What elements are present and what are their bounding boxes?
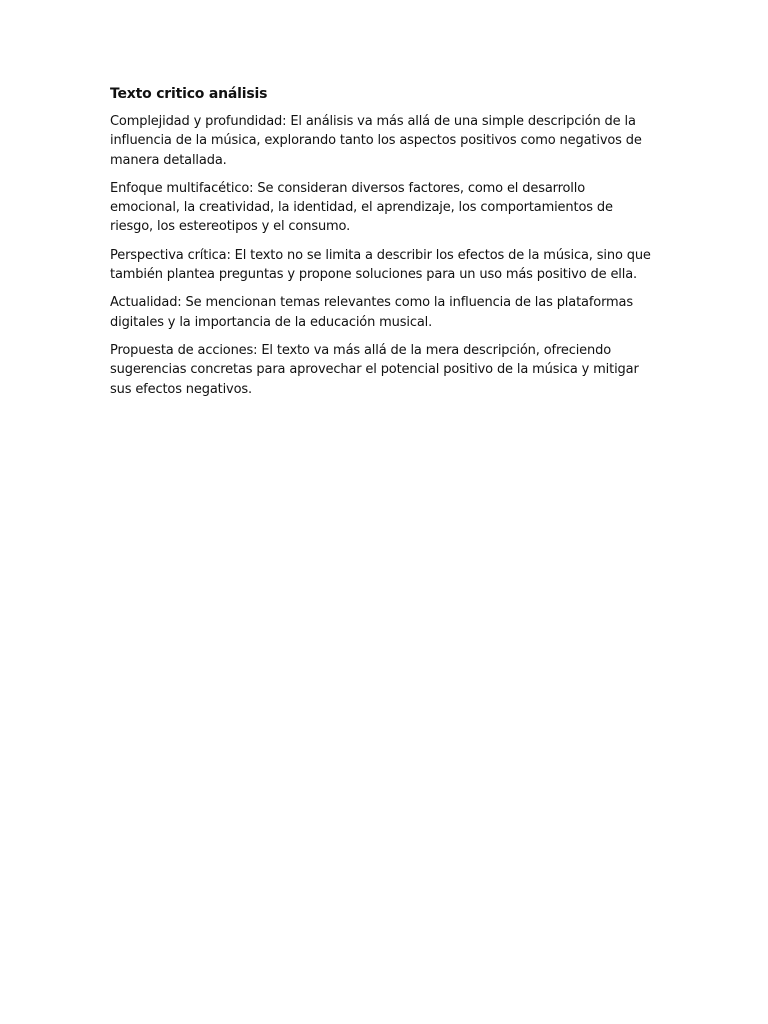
paragraph-enfoque: Enfoque multifacético: Se consideran diversos factores, como el desarrollo emocional, la creatividad, la identidad, el aprendizaje, los comportamientos de riesgo, los estereotipos y el consumo. xyxy=(110,180,613,235)
paragraph-actualidad: Actualidad: Se mencionan temas relevantes como la influencia de las plataformas digitales y la importancia de la educación musical. xyxy=(110,295,633,330)
paragraph-propuesta: Propuesta de acciones: El texto va más allá de la mera descripción, ofreciendo sugerencias concretas para aprovechar el potencial positivo de la música y mitigar sus efectos negativos. xyxy=(110,342,639,397)
paragraph-complejidad: Complejidad y profundidad: El análisis va más allá de una simple descripción de la influencia de la música, explorando tanto los aspectos positivos como negativos de manera detallada. xyxy=(110,114,642,168)
paragraph-perspectiva: Perspectiva crítica: El texto no se limita a describir los efectos de la música, sino que también plantea preguntas y propone soluciones para un uso más positivo de ella. xyxy=(110,247,651,283)
document-title: Texto critico análisis xyxy=(110,86,268,102)
document-page xyxy=(110,84,658,408)
